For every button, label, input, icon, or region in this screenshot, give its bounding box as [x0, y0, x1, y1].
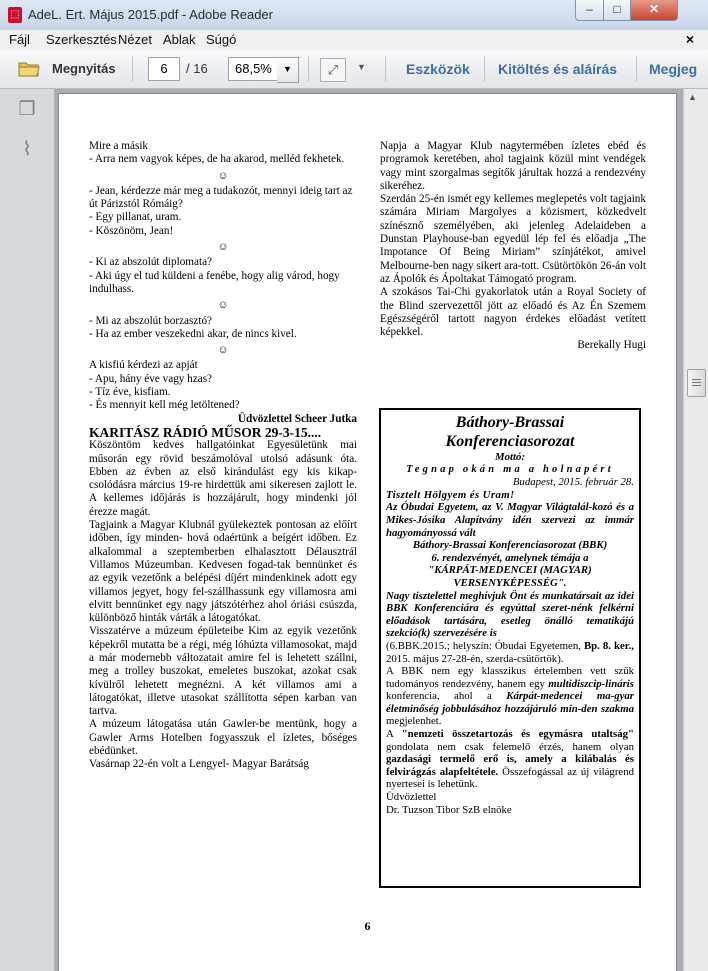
text-span: Összefogással az új világrend nyertesei is lehetünk. — [386, 765, 635, 791]
fit-page-icon[interactable]: ⤢ — [320, 58, 346, 82]
closing: Üdvözlettel — [386, 791, 437, 804]
left-column — [89, 140, 357, 772]
text-span: "nemzeti összetartozás és egymásra utaltság" — [401, 728, 634, 741]
motto-label: Mottó: — [495, 451, 525, 463]
close-window-button[interactable]: ✕ — [630, 0, 678, 21]
scroll-up-icon[interactable]: ▲ — [688, 92, 697, 102]
box-date: Budapest, 2015. február 28. — [512, 476, 634, 489]
paragraph: Szerdán 25-én ismét egy kellemes meglepetés volt tagjaink számára Miriam Margolyes a közismert, közkedvelt színésznő személyében, aki jelenleg Adelaideben a Dunstan Playhouse-ban egyedül lép fel és előadja „The Impotance Of Being Miriam” színjátékot, amivel Melbourne-ben nagy sikert ara-tott. Csütörtökön 26-án volt az Ápolók és Ápoltakat Támogató program. — [380, 193, 646, 285]
attachment-icon[interactable]: ⌇ — [22, 139, 32, 160]
signer: Dr. Tuzson Tibor SzB elnöke — [386, 803, 512, 816]
vertical-scrollbar[interactable] — [683, 89, 708, 971]
smiley-icon: ☺ — [217, 299, 229, 312]
paragraph: A múzeum látogatása után Gawler-be mentünk, hogy a Gawler Arms Hotelben fogyasszuk el ízletes, bőséges ebédünket. — [89, 718, 357, 758]
section-title: KARITÁSZ RÁDIÓ MŰSOR 29-3-15.... — [89, 424, 322, 440]
toolbar-divider — [308, 56, 309, 82]
text-span: multidiszcip-lináris — [548, 677, 634, 690]
window-title: AdeL. Ert. Május 2015.pdf - Adobe Reader — [28, 7, 273, 22]
menu-window[interactable]: Ablak — [163, 32, 196, 47]
text-span: konferencia, ahol a — [386, 690, 507, 703]
comment-button[interactable]: Megjeg — [649, 61, 698, 77]
zoom-dropdown-icon[interactable]: ▼ — [277, 57, 299, 83]
smiley-icon: ☺ — [217, 241, 229, 254]
text-span: 2015. május 27-28-én, szerda-csütörtök). — [386, 652, 564, 665]
edition-line: 6. rendezvényét, amelynek témája a — [431, 551, 589, 564]
paragraph — [386, 640, 634, 665]
paragraph — [386, 665, 634, 728]
text-line: - Köszönöm, Jean! — [89, 224, 174, 237]
paragraph: Vasárnap 22-én volt a Lengyel- Magyar Barátság — [89, 758, 309, 771]
text-line: - Apu, hány éve vagy hzas? — [89, 372, 213, 385]
right-column — [380, 140, 646, 353]
text-line: A kisfiú kérdezi az apját — [89, 359, 198, 372]
smiley-icon: ☺ — [217, 169, 229, 182]
paragraph: Nagy tisztelettel meghívjuk Önt és munkatársait az idei BBK Konferenciára és egyúttal szeret-nénk felkérni előadások tartására, esetleg önálló tematikájú szekció(k) szervezésére is — [386, 589, 634, 640]
box-title: Báthory-Brassai — [455, 414, 565, 431]
text-span: gazdasági termelő erő is, amely a kilábalás és felvirágzás alapfeltétele. — [386, 753, 634, 778]
paragraph: Visszatérve a múzeum épületeibe Kim az egyik vezetőnk képekről mutatta be a régi, még lóhúzta villamosokat, majd a már modernebb változatait amire fel is lehetett szállni, meg a trolley buszokat, emeletes buszokat, azokat csak kívülről lehetett megnézni. A két villamos ami a látogatókat, illetve utasokat szállította sépen karban van tartva. — [89, 625, 357, 718]
toolbar-divider — [636, 56, 637, 82]
grip-line — [692, 385, 701, 386]
paragraph: Köszöntöm kedves hallgatóinkat Egyesületünk mai műsorán egy rövid beszámolóval utolsó adásunk óta. Ebben az évben az első kirándulást egy kis kikap-csolódásra március 19-re hirdettük ami sikeresen zajlott le. A kellemes időjárás is hozzájárult, hogy mindenki jól érezze magát. — [89, 439, 357, 518]
paragraph: A szokásos Tai-Chi gyakorlatok után a Royal Society of the Blind szervezettől jött az előadó és Az Én Szemem Egészségéről tartott nagyon érdekes előadást vetített képekkel. — [380, 286, 646, 339]
conference-box — [379, 408, 641, 888]
navigation-pane — [0, 89, 55, 971]
text-line: - Jean, kérdezze már meg a tudakozót, mennyi ideig tart az út Párizstól Rómáig? — [89, 184, 353, 211]
text-line: - Mi az abszolút borzasztó? — [89, 314, 213, 327]
text-line: - Ha az ember veszekedni akar, de nincs kivel. — [89, 327, 297, 340]
menu-bar — [0, 30, 708, 50]
text-line: Mire a másik — [89, 140, 149, 152]
page-total: / 16 — [186, 61, 208, 76]
folder-open-icon[interactable] — [18, 60, 40, 77]
window-titlebar — [0, 0, 708, 31]
theme-line: "KÁRPÁT-MEDENCEI (MAGYAR) — [428, 564, 592, 577]
toolbar-divider — [385, 56, 386, 82]
pdf-page — [58, 93, 677, 971]
text-span: megjelenhet. — [386, 715, 442, 728]
maximize-button[interactable]: □ — [603, 0, 631, 21]
grip-line — [692, 382, 701, 383]
text-line: - És mennyit kell még letöltened? — [89, 399, 240, 412]
text-span: A — [386, 728, 402, 741]
box-title: Konferenciasorozat — [445, 433, 575, 450]
grip-line — [692, 379, 701, 380]
toolbar-divider — [132, 56, 133, 82]
page-number: 6 — [364, 919, 371, 933]
text-line: - Arra nem vagyok képes, de ha akarod, melléd fekhetek. — [89, 153, 345, 166]
signature: Üdvözlettel Scheer Jutka — [237, 412, 357, 425]
greeting: Tisztelt Hölgyem és Uram! — [386, 488, 515, 501]
text-span: gondolata nem csak felemelő érzés, hanem olyan — [386, 740, 634, 753]
tools-button[interactable]: Eszközök — [406, 61, 470, 77]
toolbar-divider — [484, 56, 485, 82]
menu-file[interactable]: Fájl — [9, 32, 30, 47]
toolbar — [0, 50, 708, 89]
text-span: (6.BBK.2015.; helyszín: Óbudai Egyetemen, — [386, 639, 584, 652]
pages-icon[interactable]: ❐ — [18, 99, 36, 120]
text-span: A BBK nem egy klasszikus értelemben vett szűk tudományos rendezvény, hanem egy — [386, 665, 634, 690]
smiley-icon: ☺ — [217, 344, 229, 357]
signature: Berekally Hugi — [577, 339, 646, 352]
fill-sign-button[interactable]: Kitöltés és aláírás — [498, 61, 618, 77]
chevron-down-icon[interactable]: ▼ — [357, 62, 366, 72]
paragraph — [386, 728, 634, 791]
paragraph: Tagjaink a Magyar Klubnál gyülekeztek pontosan az előírt időben, így minden- hová odaértünk a beígért időben. Ez alkalommal a szeptemberben elhalasztott Délausztrál Villamos Múzeumban. Kedvesen fogad-tak bennünket és az egyik vezetőnk a belépési díjért mindenkinek adott egy villamos jegyet, hogy fel-szállhassunk egy villamosra ami elvitt bennünket egy nagy játszótérhez ahol óriási csúszda, különböző hinták várták a látogatókat. — [89, 519, 357, 625]
close-document-button[interactable]: × — [685, 31, 694, 47]
paragraph: Az Óbudai Egyetem, az V. Magyar Világtalál-kozó és a Mikes-Jósika Alapítvány idén szervezi az immár hagyományossá vált — [386, 501, 634, 539]
text-line: - Tíz éve, kisfiam. — [89, 386, 171, 399]
series-name: Báthory-Brassai Konferenciasorozat (BBK) — [412, 539, 608, 552]
text-line: - Egy pillanat, uram. — [89, 211, 182, 224]
theme-line: VERSENYKÉPESSÉG". — [453, 576, 567, 589]
text-line: - Ki az abszolút diplomata? — [89, 256, 213, 269]
pdf-icon: ⬚ — [8, 7, 22, 23]
paragraph: Napja a Magyar Klub nagytermében ízletes ebéd és programok keretében, ahol tagjaink közül mint vendégek vagy mint szorgalmas segítők járultak hozzá a rendezvény sikeréhez. — [380, 140, 646, 192]
motto: Tegnap okán ma a holnapért — [406, 463, 614, 475]
menu-edit[interactable]: Szerkesztés — [46, 32, 117, 47]
text-line: - Aki úgy el tud küldeni a fenébe, hogy alig várod, hogy indulhass. — [89, 269, 340, 295]
open-button[interactable]: Megnyitás — [52, 61, 116, 76]
zoom-input[interactable]: 68,5% — [228, 57, 284, 81]
menu-help[interactable]: Súgó — [206, 32, 237, 47]
menu-view[interactable]: Nézet — [118, 32, 152, 47]
page-number-input[interactable]: 6 — [148, 57, 180, 81]
text-span: Kárpát-medencei ma-gyar életminőség jobbulásához hozzájáruló min-den szakma — [386, 690, 634, 715]
text-span: Bp. 8. ker., — [583, 639, 634, 652]
scrollbar-thumb[interactable] — [687, 369, 706, 397]
document-view[interactable] — [55, 89, 683, 971]
minimize-button[interactable]: – — [575, 0, 604, 21]
